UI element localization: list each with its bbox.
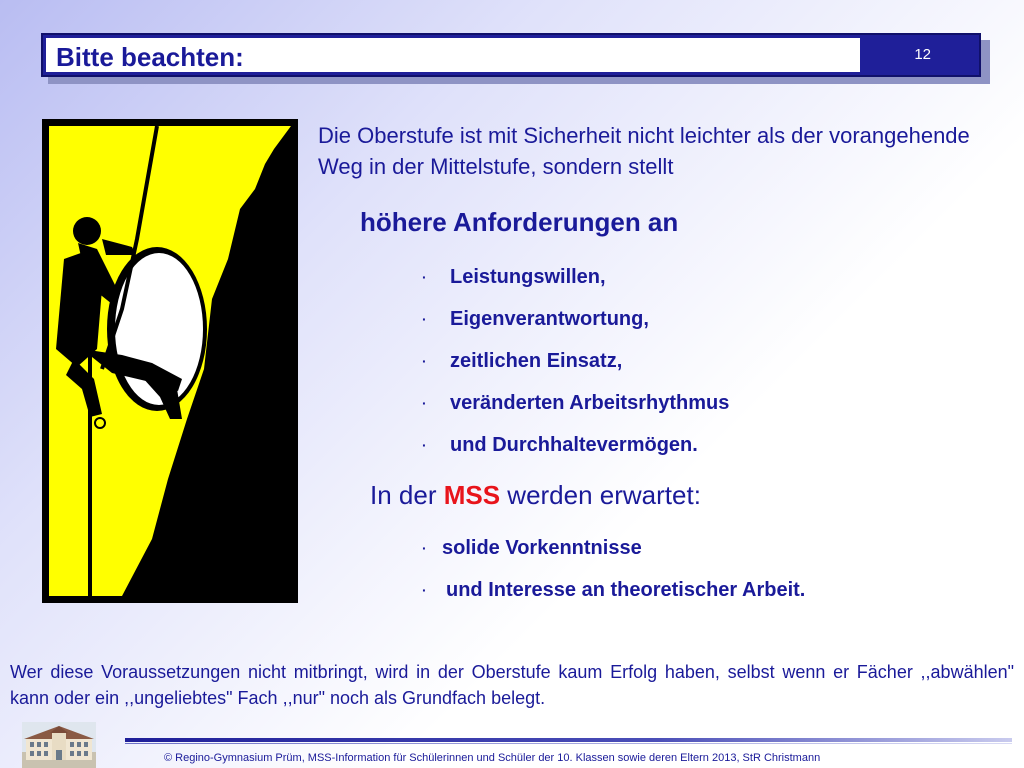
list-item (418, 569, 805, 611)
bullet-icon: · (422, 353, 427, 369)
requirements-heading: höhere Anforderungen an (360, 207, 679, 237)
mss-highlight: MSS (443, 480, 501, 510)
bullet-icon: · (422, 437, 427, 453)
list-item-label: veränderten Arbeitsrhythmus (450, 391, 730, 414)
list-item (418, 424, 729, 466)
school-building-photo-icon (22, 722, 96, 768)
bullet-icon: · (422, 311, 427, 327)
footer-divider (125, 738, 1012, 742)
slide-number: 12 (914, 46, 931, 63)
footer-divider-thin (125, 743, 1012, 744)
note-text: Wer diese Voraussetzungen nicht mitbringt, wird in der Oberstufe kaum Erfolg haben, selbst wenn er Fächer ,,abwählen" kann oder ein ,,ungeliebtes" Fach ,,nur" noch als Grundfach belegt. (10, 662, 1014, 708)
list-item (418, 340, 729, 382)
title-bar (41, 33, 981, 77)
requirements-list (418, 256, 729, 466)
bullet-icon: · (422, 540, 427, 556)
list-item-label: Leistungswillen, (450, 265, 606, 288)
title-box (46, 38, 860, 72)
mss-heading (370, 480, 701, 511)
footer-copyright: © Regino-Gymnasium Prüm, MSS-Information für Schülerinnen und Schüler der 10. Klassen sowie deren Eltern 2013, StR Christmann (164, 752, 821, 764)
list-item-label: zeitlichen Einsatz, (450, 349, 623, 372)
list-item (418, 382, 729, 424)
intro-text: Die Oberstufe ist mit Sicherheit nicht leichter als der vorangehende Weg in der Mittelstufe, sondern stellt (318, 123, 970, 179)
mss-prefix: In der (370, 480, 444, 510)
list-item-label: solide Vorkenntnisse (442, 536, 642, 559)
mss-list (418, 527, 805, 611)
bullet-icon: · (422, 269, 427, 285)
list-item-label: Eigenverantwortung, (450, 307, 649, 330)
climber-illustration-icon (42, 119, 298, 603)
mss-suffix: werden erwartet: (500, 480, 701, 510)
bullet-icon: · (422, 395, 427, 411)
list-item (418, 256, 729, 298)
list-item-label: und Durchhaltevermögen. (450, 433, 698, 456)
list-item (418, 527, 805, 569)
list-item-label: und Interesse an theoretischer Arbeit. (446, 578, 806, 601)
page-title: Bitte beachten: (56, 42, 244, 72)
list-item (418, 298, 729, 340)
bullet-icon: · (422, 582, 427, 598)
